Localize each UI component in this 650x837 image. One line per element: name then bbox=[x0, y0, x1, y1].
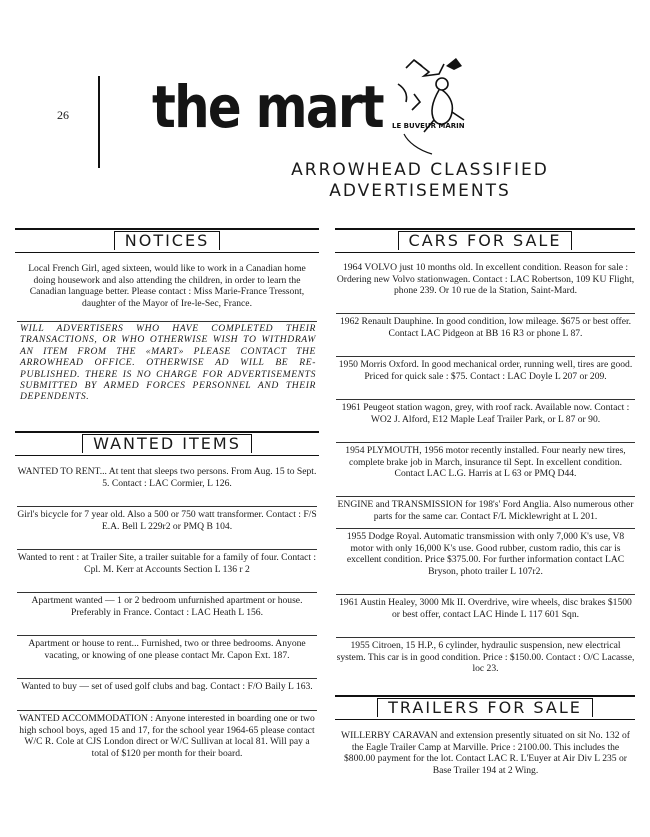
notices-heading bbox=[15, 228, 319, 253]
wanted-item: Apartment wanted — 1 or 2 bedroom unfurnished apartment or house. Preferably in France. Contact : LAC Heath L 156. bbox=[17, 595, 317, 636]
mascot-logo bbox=[384, 54, 474, 159]
trailers-heading-label: TRAILERS FOR SALE bbox=[377, 698, 593, 717]
page-title: the mart bbox=[152, 73, 383, 141]
car-ad: 1961 Austin Healey, 3000 Mk II. Overdrive, wire wheels, disc brakes $1500 or best offer, contact LAC Hinde L 117 601 Sqn. bbox=[336, 597, 635, 638]
wanted-heading-label: WANTED ITEMS bbox=[82, 434, 252, 453]
wanted-item: Wanted to rent : at Trailer Site, a trailer suitable for a family of four. Contact : Cpl. M. Kerr at Accounts Section L 136 r 2 bbox=[17, 552, 317, 593]
car-ad: 1955 Citroen, 15 H.P., 6 cylinder, hydraulic suspension, new electrical system. This car is in good condition. Price : $150.00. Contact : O/C Lacasse, loc 23. bbox=[336, 640, 635, 675]
subtitle-line-2: ADVERTISEMENTS bbox=[329, 181, 511, 201]
wanted-item: Girl's bicycle for 7 year old. Also a 500 or 750 watt transformer. Contact : F/S E.A. Bell L 229r2 or PMQ B 104. bbox=[17, 509, 317, 550]
advertiser-notice: WILL ADVERTISERS WHO HAVE COMPLETED THEIR TRANSACTIONS, OR WHO OTHERWISE WISH TO WITHDRAW AN ITEM FROM THE «MART» PLEASE CONTACT THE ARROWHEAD OFFICE. OTHERWISE AD WILL BE RE-PUBLISHED. THERE IS NO CHARGE FOR ADVERTISEMENTS SUBMITTED BY ARMED FORCES PERSONNEL AND THEIR DEPENDENTS. bbox=[20, 323, 316, 403]
notices-heading-label: NOTICES bbox=[114, 231, 221, 250]
car-ad: 1950 Morris Oxford. In good mechanical order, running well, tires are good. Priced for quick sale : $75. Contact : LAC Doyle L 207 or 209. bbox=[336, 359, 635, 400]
wanted-item: Wanted to buy — set of used golf clubs and bag. Contact : F/O Baily L 163. bbox=[17, 681, 317, 711]
car-ad: 1961 Peugeot station wagon, grey, with roof rack. Available now. Contact : WO2 J. Alford, E12 Maple Leaf Trailer Park, or L 87 or 90. bbox=[336, 402, 635, 443]
wanted-item: Apartment or house to rent... Furnished, two or three bedrooms. Anyone vacating, or knowing of one please contact Mr. Capon Ext. 187. bbox=[17, 638, 317, 679]
logo-text: LE BUVEUR MARIN bbox=[392, 122, 465, 130]
wanted-item: WANTED ACCOMMODATION : Anyone interested in boarding one or two high school boys, aged 15 and 17, for the school year 1964-65 please contact W/C R. Cole at CJS London direct or W/C Sullivan at local 81. Will pay a total of $120 per month for their board. bbox=[19, 713, 315, 759]
car-ad: 1955 Dodge Royal. Automatic transmission with only 7,000 K's use, V8 motor with only 16,000 K's use. Good rubber, custom radio, this car is excellent condition. Price $375.00. For further information contact LAC Bryson, photo trailer L 107r2. bbox=[336, 531, 635, 595]
trailer-ad: WILLERBY CARAVAN and extension presently situated on sit No. 132 of the Eagle Trailer Camp at Marville. Price : 2100.00. This includes the $800.00 payment for the lot. Contact LAC R. L'Euyer at Air Div L 235 or Base Trailer 194 at 2 Wing. bbox=[341, 730, 630, 776]
header-divider bbox=[98, 76, 100, 168]
car-ad: 1964 VOLVO just 10 months old. In excellent condition. Reason for sale : Ordering new Volvo stationwagen. Contact : LAC Robertson, 109 KU Flight, phone 239. Or 10 rue de la Station, Saint-Mard. bbox=[336, 262, 635, 314]
cars-heading-label: CARS FOR SALE bbox=[398, 231, 573, 250]
cars-heading bbox=[335, 228, 635, 253]
page-number: 26 bbox=[57, 108, 69, 122]
car-ad: 1954 PLYMOUTH, 1956 motor recently installed. Four nearly new tires, complete brake job in March, insurance til Sept. In excellent condition. Contact LAC L.G. Harris at L 63 or PMQ D44. bbox=[336, 445, 635, 497]
subtitle-line-1: ARROWHEAD CLASSIFIED bbox=[291, 160, 549, 180]
wanted-item: WANTED TO RENT... At tent that sleeps two persons. From Aug. 15 to Sept. 5. Contact : LAC Cormier, L 126. bbox=[17, 466, 317, 507]
car-ad: ENGINE and TRANSMISSION for 198's' Ford Anglia. Also numerous other parts for the same car. Contact F/L Micklewright at L 201. bbox=[336, 499, 635, 529]
wanted-heading bbox=[15, 431, 319, 456]
notice-item: Local French Girl, aged sixteen, would like to work in a Canadian home doing housework and also attending the children, in order to learn the Canadian language better. Please contact : Miss Marie-France Tressont, daughter of the Mayor of Ire-le-Sec, France. bbox=[17, 263, 317, 322]
trailers-heading bbox=[335, 695, 635, 720]
car-ad: 1962 Renault Dauphine. In good condition, low mileage. $675 or best offer. Contact LAC Pidgeon at BB 16 R3 or phone L 87. bbox=[336, 316, 635, 357]
